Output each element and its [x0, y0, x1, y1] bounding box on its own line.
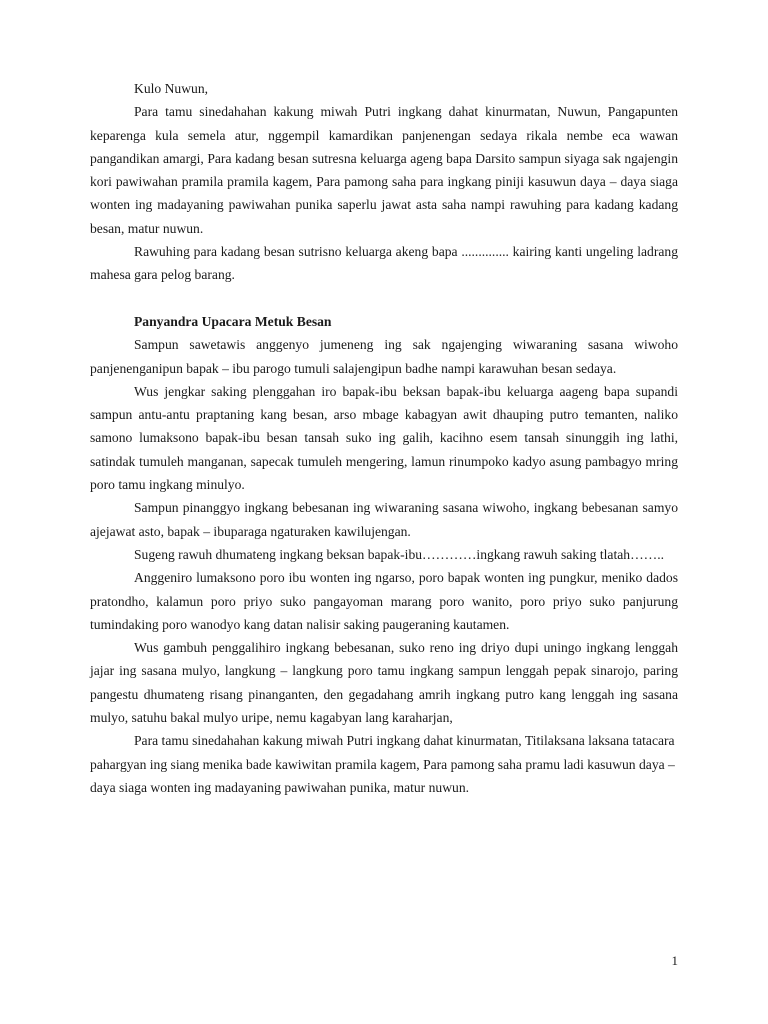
section-paragraph: Sampun sawetawis anggenyo jumeneng ing sak ngajenging wiwaraning sasana wiwoho panjenenganipun bapak – ibu parogo tumuli salajengipun badhe nampi karawuhan besan sedaya.	[90, 337, 678, 376]
section-paragraph: Anggeniro lumaksono poro ibu wonten ing ngarso, poro bapak wonten ing pungkur, meniko dados pratondho, kalamun poro priyo suko pangayoman marang poro wanito, poro priyo suko panjurung tumindaking poro wanodyo kang datan nalisir saking paugeraning kautamen.	[90, 570, 678, 632]
paragraph-spacer	[90, 287, 678, 310]
section-paragraph: Wus jengkar saking plenggahan iro bapak-ibu beksan bapak-ibu keluarga aageng bapa supandi sampun antu-antu praptaning kang besan, arso mbage kabagyan awit dhauping putro temanten, naliko samono lumaksono bapak-ibu besan tansah suko ing galih, kacihno esem tansah sinunggih ing lathi, satindak tumuleh manganan, sapecak tumuleh mengering, lamun rinumpoko kadyo asung pambagyo mring poro tamu ingkang minulyo.	[90, 383, 678, 493]
greeting: Kulo Nuwun,	[134, 81, 209, 96]
opening-paragraph: Rawuhing para kadang besan sutrisno keluarga akeng bapa .............. kairing kanti ungeling ladrang mahesa gara pelog barang.	[90, 244, 678, 283]
section-paragraph: Wus gambuh penggalihiro ingkang bebesanan, suko reno ing driyo dupi uningo ingkang lenggah jajar ing sasana mulyo, langkung – langkung poro tamu ingkang sampun lenggah pepak sinarojo, paring pangestu dhumateng risang pinanganten, den gegadahang amrih ingkang putro kang lenggah ing sasana mulyo, satuhu bakal mulyo uripe, nemu kagabyan lang karaharjan,	[90, 640, 678, 726]
document-body	[90, 77, 678, 799]
section-title: Panyandra Upacara Metuk Besan	[134, 313, 332, 329]
page-number: 1	[671, 953, 678, 968]
closing-paragraph: Para tamu sinedahahan kakung miwah Putri ingkang dahat kinurmatan, Titilaksana laksana tatacara pahargyan ing siang menika bade kawiwitan pramila kagem, Para pamong saha pramu ladi kasuwun daya – daya siaga wonten ing madayaning pawiwahan punika, matur nuwun.	[90, 733, 675, 795]
section-paragraph: Sugeng rawuh dhumateng ingkang beksan bapak-ibu…………ingkang rawuh saking tlatah……..	[134, 546, 665, 562]
opening-paragraph: Para tamu sinedahahan kakung miwah Putri ingkang dahat kinurmatan, Nuwun, Pangapunten keparenga kula semela atur, nggempil kamardikan panjenengan sedaya rikala nembe eca wawan pangandikan amargi, Para kadang besan sutresna keluarga ageng bapa Darsito sampun siyaga sak ngajengin kori pawiwahan pramila pramila kagem, Para pamong saha para ingkang piniji kasuwun daya – daya siaga wonten ing madayaning pawiwahan punika saperlu jawat asta saha nampi rawuhing para kadang kadang besan, matur nuwun.	[90, 104, 678, 236]
section-paragraph: Sampun pinanggyo ingkang bebesanan ing wiwaraning sasana wiwoho, ingkang bebesanan samyo ajejawat asto, bapak – ibuparaga ngaturaken kawilujengan.	[90, 500, 678, 539]
